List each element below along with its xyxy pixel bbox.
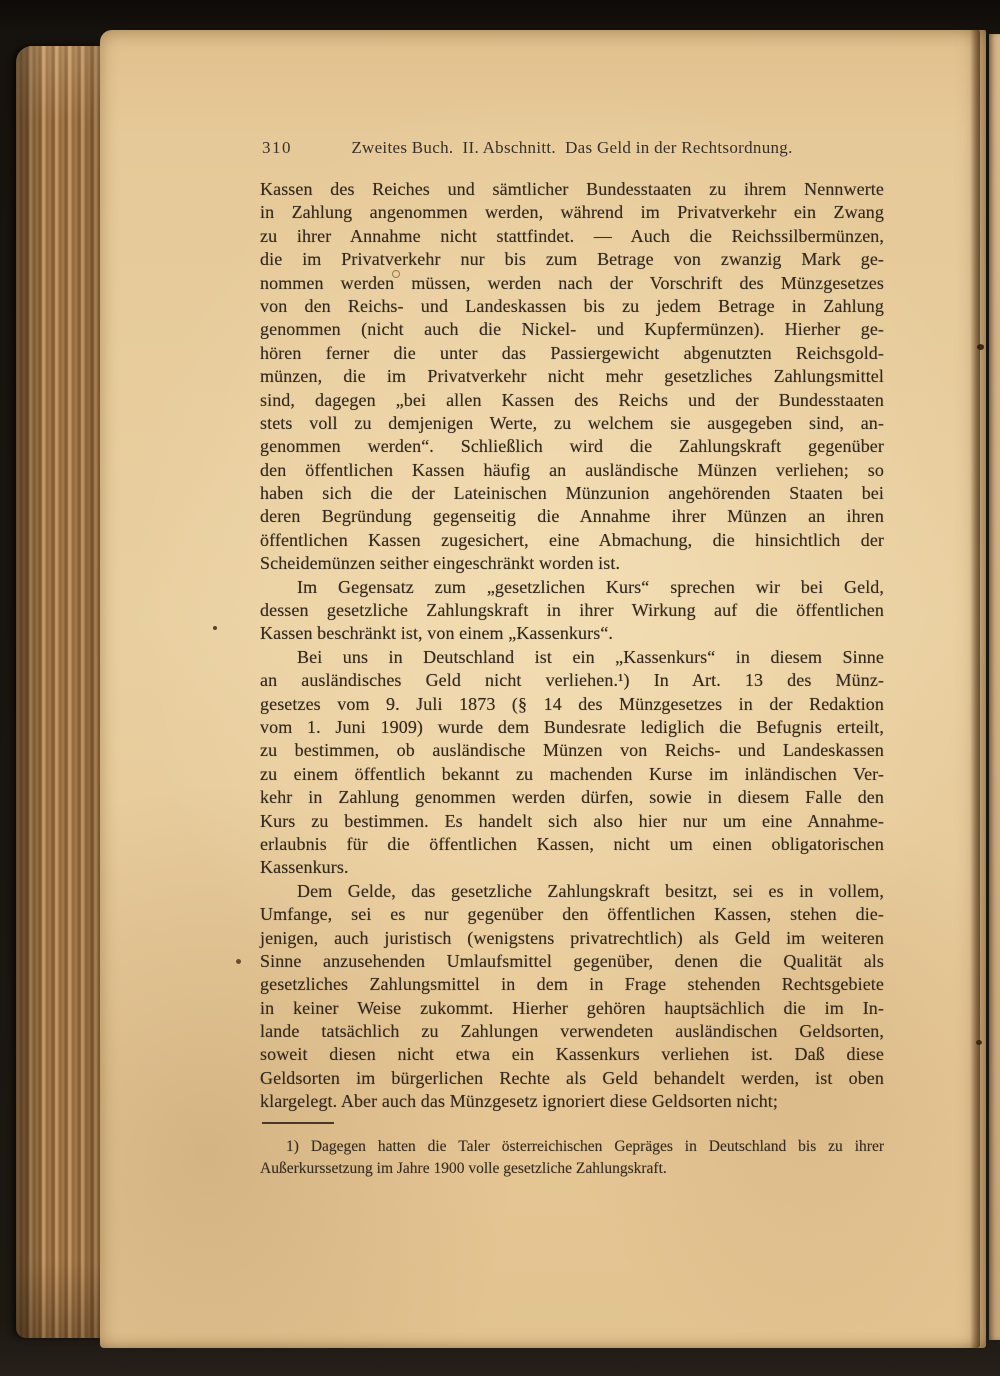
text-line: in keiner Weise zukommt. Hierher gehören hauptsächlich die im In-	[260, 997, 884, 1018]
text-line: lande tatsächlich zu Zahlungen verwendeten ausländischen Geldsorten,	[260, 1021, 884, 1042]
text-line: soweit diesen nicht etwa ein Kassenkurs verliehen ist. Daß diese	[260, 1044, 884, 1065]
gutter-fold-shadow	[970, 30, 980, 1348]
text-line: vom 1. Juni 1909) wurde dem Bundesrate lediglich die Befugnis erteilt,	[260, 716, 884, 737]
text-line: Sinne anzusehenden Umlaufsmittel gegenüber, denen die Qualität als	[260, 950, 884, 971]
text-line: in Zahlung angenommen werden, während im Privatverkehr ein Zwang	[260, 202, 884, 223]
text-line: hören ferner die unter das Passiergewicht abgenutzten Reichsgold-	[260, 342, 884, 363]
text-line: erlaubnis für die öffentlichen Kassen, nicht um einen obligatorischen	[260, 833, 884, 854]
body-text	[260, 178, 884, 1114]
text-line: die im Privatverkehr nur bis zum Betrage von zwanzig Mark ge-	[260, 249, 884, 270]
text-line: jenigen, auch juristisch (wenigstens privatrechtlich) als Geld im weiteren	[260, 927, 884, 948]
text-line: genommen werden“. Schließlich wird die Zahlungskraft gegenüber	[260, 436, 884, 457]
running-header-title: Zweites Buch. II. Abschnitt. Das Geld in der Rechtsordnung.	[351, 138, 793, 157]
text-line: nommen werden müssen, werden nach der Vorschrift des Münzgesetzes	[260, 272, 884, 293]
paragraph	[260, 178, 884, 576]
text-line: Scheidemünzen seither eingeschränkt worden ist.	[260, 553, 621, 574]
book-page	[100, 30, 986, 1348]
text-line: deren Begründung gegenseitig die Annahme ihrer Münzen an ihren	[260, 506, 884, 527]
text-line: sind, dagegen „bei allen Kassen des Reichs und der Bundesstaaten	[260, 389, 884, 410]
text-line: zu bestimmen, ob ausländische Münzen von Reichs- und Landeskassen	[260, 740, 884, 761]
text-line: an ausländisches Geld nicht verliehen.¹) In Art. 13 des Münz-	[260, 670, 884, 691]
text-line: gesetzliches Zahlungsmittel in dem in Frage stehenden Rechtsgebiete	[260, 974, 884, 995]
text-line: dessen gesetzliche Zahlungskraft in ihrer Wirkung auf die öffentlichen	[260, 600, 884, 621]
ink-speck	[236, 959, 241, 964]
text-line: stets voll zu demjenigen Werte, zu welchem sie ausgegeben sind, an-	[260, 412, 884, 433]
text-line: Kassen des Reiches und sämtlicher Bundesstaaten zu ihrem Nennwerte	[260, 179, 884, 199]
running-header	[260, 138, 884, 160]
page-number: 310	[262, 138, 292, 157]
text-line: Dem Gelde, das gesetzliche Zahlungskraft besitzt, sei es in vollem,	[297, 880, 884, 901]
footnote-line: 1) Dagegen hatten die Taler österreichischen Gepräges in Deutschland bis zu ihrer	[286, 1138, 884, 1155]
text-line: kehr in Zahlung genommen werden dürfen, sowie in diesem Falle den	[260, 787, 884, 808]
footnote	[260, 1136, 884, 1179]
text-line: Geldsorten im bürgerlichen Rechte als Geld behandelt werden, ist oben	[260, 1067, 884, 1088]
paragraph	[260, 576, 884, 646]
text-line: haben sich die der Lateinischen Münzunion angehörenden Staaten bei	[260, 483, 884, 504]
footnote-separator	[262, 1122, 334, 1124]
text-line: Bei uns in Deutschland ist ein „Kassenkurs“ in diesem Sinne	[297, 646, 884, 667]
text-line: von den Reichs- und Landeskassen bis zu jedem Betrage in Zahlung	[260, 295, 884, 316]
text-line: klargelegt. Aber auch das Münzgesetz ignoriert diese Geldsorten nicht;	[260, 1091, 779, 1112]
paragraph	[260, 880, 884, 1114]
text-line: Im Gegensatz zum „gesetzlichen Kurs“ sprechen wir bei Geld,	[297, 576, 884, 597]
ink-speck	[213, 626, 217, 630]
text-line: genommen (nicht auch die Nickel- und Kupfermünzen). Hierher ge-	[260, 319, 884, 340]
paragraph	[260, 646, 884, 880]
text-line: münzen, die im Privatverkehr nicht mehr gesetzliches Zahlungsmittel	[260, 366, 884, 387]
text-line: Kassen beschränkt ist, von einem „Kassenkurs“.	[260, 623, 614, 644]
text-line: Kurs zu bestimmen. Es handelt sich also hier nur um eine Annahme-	[260, 810, 884, 831]
text-line: öffentlichen Kassen zugesichert, eine Abmachung, die hinsichtlich der	[260, 529, 884, 550]
text-line: Kassenkurs.	[260, 857, 349, 878]
text-line: zu einem öffentlich bekannt zu machenden Kurse im inländischen Ver-	[260, 763, 884, 784]
facing-page-sliver	[989, 34, 1000, 1340]
text-line: Umfange, sei es nur gegenüber den öffentlichen Kassen, stehen die-	[260, 904, 884, 925]
text-line: den öffentlichen Kassen häufig an ausländische Münzen verliehen; so	[260, 459, 884, 480]
text-line: gesetzes vom 9. Juli 1873 (§ 14 des Münzgesetzes in der Redaktion	[260, 693, 884, 714]
text-line: zu ihrer Annahme nicht stattfindet. — Auch die Reichssilbermünzen,	[260, 225, 884, 246]
footnote-line: Außerkurssetzung im Jahre 1900 volle gesetzliche Zahlungskraft.	[260, 1159, 667, 1177]
book-page-edges	[16, 46, 104, 1338]
print-artifact	[392, 270, 400, 278]
